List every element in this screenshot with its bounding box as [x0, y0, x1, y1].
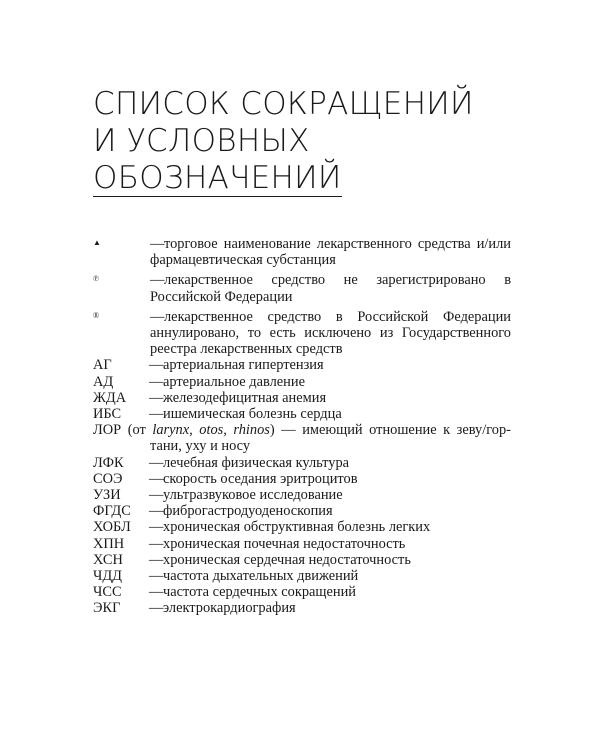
list-item	[93, 519, 511, 535]
page-title	[93, 86, 553, 197]
title-line-1: СПИСОК СОКРАЩЕНИЙ	[93, 86, 474, 122]
abbreviation-term: АД	[93, 373, 114, 390]
abbreviation-list	[93, 236, 511, 617]
symbol-entry	[93, 236, 511, 268]
abbreviation-term: ЛФК	[93, 454, 124, 471]
list-item	[93, 600, 511, 616]
list-item	[93, 487, 511, 503]
abbreviation-term: ИБС	[93, 406, 122, 423]
list-item	[93, 471, 511, 487]
solid-triangle-icon: ▲	[93, 238, 101, 247]
abbreviation-term: УЗИ	[93, 487, 121, 504]
list-item	[93, 357, 511, 373]
list-item	[93, 552, 511, 568]
list-item	[93, 455, 511, 471]
abbreviation-definition: —скорость оседания эритроцитов	[149, 470, 358, 487]
abbreviation-term: СОЭ	[93, 470, 123, 487]
abbreviation-definition: —железодефицитная анемия	[149, 389, 327, 406]
abbreviation-term: ХСН	[93, 551, 123, 568]
abbreviation-definition: —артериальная гипертензия	[149, 357, 324, 374]
abbreviation-term: ХПН	[93, 535, 125, 552]
symbol-definition: —торговое наименование лекарственного средства и/или фармацевтическая субстанция	[150, 236, 511, 269]
abbreviation-definition: —артериальное давление	[149, 373, 305, 390]
list-item	[93, 503, 511, 519]
abbreviation-definition: —ишемическая болезнь сердца	[149, 406, 342, 423]
abbreviation-definition: —лечебная физическая культура	[149, 454, 350, 471]
abbreviation-term: ЭКГ	[93, 600, 121, 617]
abbreviation-term: ФГДС	[93, 503, 131, 520]
symbol-entry	[93, 309, 511, 358]
list-item-lor	[93, 422, 511, 454]
abbreviation-definition: —фиброгастродуоденоскопия	[149, 503, 333, 520]
abbreviation-term: ЖДА	[93, 389, 127, 406]
abbreviation-definition: —частота сердечных сокращений	[149, 584, 357, 601]
symbol-entry	[93, 272, 511, 304]
abbreviation-definition: —электрокардиография	[149, 600, 296, 617]
list-item	[93, 374, 511, 390]
latin-terms: larynx, otos, rhinos	[152, 422, 270, 439]
lor-definition-line-2: тани, уху и носу	[150, 438, 251, 455]
abbreviation-term: ЛОР	[93, 422, 122, 439]
abbreviation-term: ЧДД	[93, 568, 122, 585]
abbreviation-definition: —хроническая сердечная недостаточность	[149, 551, 411, 568]
list-item	[93, 568, 511, 584]
circled-p-icon: ℗	[93, 274, 100, 284]
symbol-definition: —лекарственное средство не зарегистрировано в Российской Федерации	[150, 272, 511, 305]
list-item	[93, 536, 511, 552]
title-line-2: И УСЛОВНЫХ	[93, 123, 310, 159]
symbol-definition: —лекарственное средство в Российской Федерации аннулировано, то есть исключено из Государственного реестра лекарственных средств	[150, 308, 511, 358]
abbreviation-definition: —хроническая почечная недостаточность	[149, 535, 406, 552]
title-line-3: ОБОЗНАЧЕНИЙ	[93, 160, 342, 196]
list-item	[93, 584, 511, 600]
list-item	[93, 406, 511, 422]
abbreviation-definition: —ультразвуковое исследование	[149, 487, 343, 504]
abbreviation-definition: —хроническая обструктивная болезнь легких	[149, 519, 431, 536]
abbreviation-term: АГ	[93, 357, 112, 374]
list-item	[93, 390, 511, 406]
circled-r-icon: ®	[93, 310, 100, 320]
abbreviation-term: ЧСС	[93, 584, 122, 601]
abbreviation-definition: —частота дыхательных движений	[149, 568, 359, 585]
abbreviation-term: ХОБЛ	[93, 519, 131, 536]
lor-definition-line-1: ЛОР (от larynx, otos, rhinos) — имеющий отношение к зеву/гор-	[93, 422, 511, 439]
